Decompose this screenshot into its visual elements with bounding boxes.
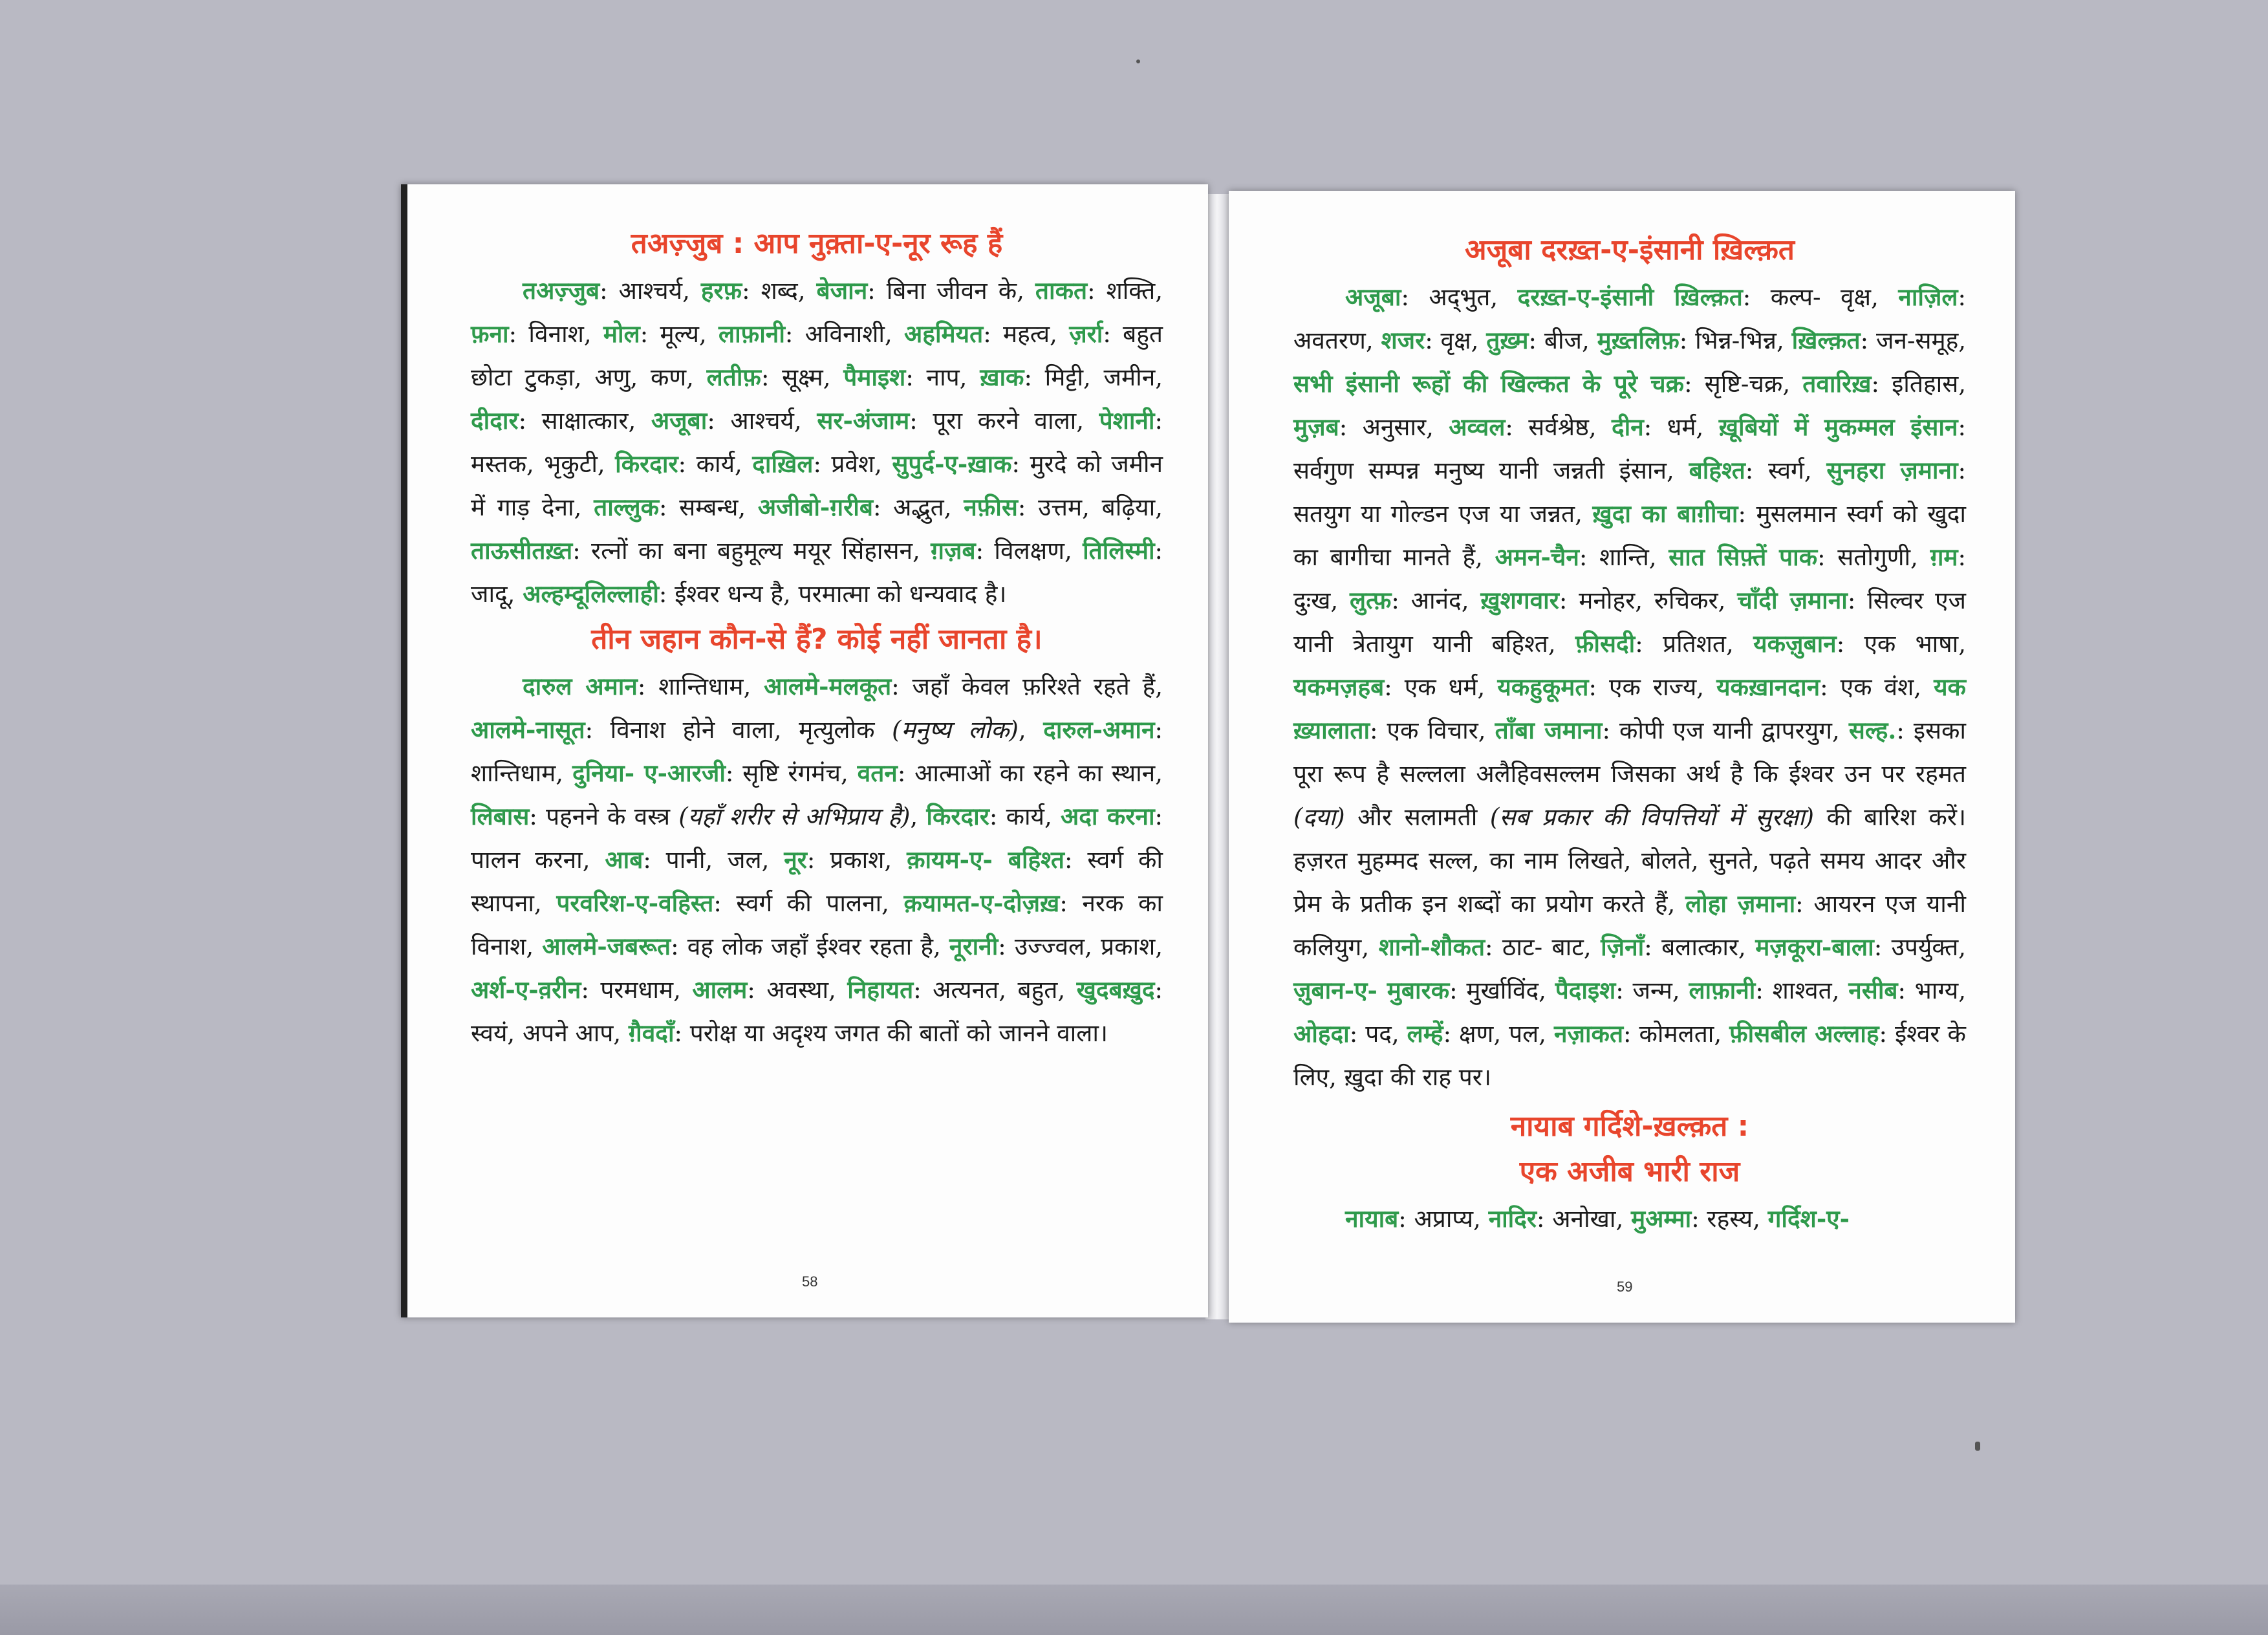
definition-text: : एक भाषा, [1836, 630, 1966, 658]
definition-text: : बिना जीवन के, [867, 277, 1035, 305]
glossary-term: तिलिस्मी [1083, 536, 1155, 565]
definition-text: : अनोखा, [1537, 1205, 1632, 1233]
glossary-term: ज़र्रा [1069, 319, 1103, 348]
definition-text: : मस्तक, भृकुटी, [471, 407, 1163, 478]
glossary-term: पेशानी [1099, 406, 1155, 435]
definition-text: : महत्व, [983, 320, 1070, 348]
right-paragraph-1 [1293, 276, 1966, 1099]
definition-text: : बलात्कार, [1644, 933, 1756, 961]
left-paragraph-2 [471, 665, 1163, 1055]
definition-text: : शाश्वत, [1755, 977, 1849, 1004]
glossary-term: ग़ज़ब [931, 536, 976, 565]
glossary-term: निहायत [847, 975, 914, 1004]
glossary-term: वतन [857, 759, 898, 787]
glossary-term: दीन [1612, 413, 1644, 441]
definition-text: : सर्वगुण सम्पन्न मनुष्य यानी जन्नती इंसान, [1293, 413, 1967, 484]
definition-text: : परोक्ष या अदृश्य जगत की बातों को जानने वाला। [674, 1019, 1108, 1047]
glossary-term: नूर [784, 845, 807, 874]
definition-text: : स्वयं, अपने आप, [471, 976, 1163, 1047]
definition-text: : रहस्य, [1691, 1205, 1768, 1233]
glossary-term: परवरिश-ए-वहिस्त [556, 889, 714, 917]
left-page-subtitle: तीन जहान कौन-से हैं? कोई नहीं जानता है। [591, 623, 1042, 656]
definition-text: : कार्य, [989, 803, 1061, 830]
right-paragraph-2 [1293, 1197, 1966, 1240]
glossary-term: ताकत [1035, 276, 1088, 305]
definition-text: : एक वंश, [1820, 673, 1934, 701]
definition-text: : एक विचार, [1370, 717, 1495, 744]
definition-text: : आश्चर्य, [599, 277, 701, 305]
definition-text: : नाप, [905, 363, 980, 391]
definition-text: : ईश्वर के लिए, ख़ुदा की राह पर। [1293, 1020, 1966, 1091]
glossary-term: हरफ़ [700, 276, 742, 305]
glossary-term: क़यामत-ए-दोज़ख़ [903, 889, 1060, 917]
definition-text: : सर्वश्रेष्ठ, [1505, 413, 1612, 441]
definition-text: : प्रतिशत, [1635, 630, 1754, 658]
italic-note: (यहाँ शरीर से अभिप्राय है) [678, 803, 911, 830]
definition-text: : उज्ज्वल, प्रकाश, [998, 933, 1163, 960]
definition-text: : अत्यनत, बहुत, [913, 976, 1077, 1004]
definition-text: : स्वर्ग की स्थापना, [471, 846, 1163, 917]
glossary-term: ताऊसीतख़्त [471, 536, 573, 565]
glossary-term: ज़िनाँ [1601, 933, 1645, 961]
italic-note: (दया) [1293, 803, 1345, 831]
glossary-term: अजीबो-ग़रीब [757, 493, 873, 521]
glossary-term: लोहा ज़माना [1685, 889, 1796, 918]
glossary-term: आलमे-जबरूत [542, 932, 671, 960]
definition-text: : बहुत छोटा टुकड़ा, अणु, कण, [471, 320, 1163, 391]
glossary-term: ग़म [1930, 543, 1958, 571]
definition-text: : आश्चर्य, [707, 407, 817, 435]
glossary-term: अमन-चैन [1495, 543, 1579, 571]
definition-text: : विलक्षण, [975, 537, 1083, 565]
definition-text: : कोमलता, [1623, 1020, 1730, 1048]
glossary-term: लतीफ़ [706, 363, 761, 391]
definition-text: : सूक्ष्म, [761, 363, 844, 391]
glossary-term: सुनहरा ज़माना [1826, 456, 1958, 484]
glossary-term: मुज़ब [1293, 413, 1339, 441]
glossary-term: तवारिख़ [1802, 369, 1872, 398]
glossary-term: ओहदा [1293, 1019, 1350, 1048]
glossary-term: अव्वल [1449, 413, 1506, 441]
definition-text: : इतिहास, [1871, 370, 1966, 398]
definition-text: : आयरन एज यानी कलियुग, [1293, 890, 1966, 961]
definition-text: : वृक्ष, [1425, 327, 1487, 354]
definition-text: : ठाट- बाट, [1485, 933, 1601, 961]
glossary-term: शजर [1381, 326, 1425, 354]
italic-note: (मनुष्य लोक) [892, 716, 1019, 744]
glossary-term: लाफ़ानी [1689, 976, 1756, 1004]
definition-text: : शक्ति, [1087, 277, 1163, 305]
left-paragraph-1 [471, 269, 1163, 616]
glossary-term: मुअम्मा [1631, 1204, 1692, 1233]
definition-text: : स्वर्ग की पालना, [713, 889, 904, 917]
glossary-term: पैदाइश [1555, 976, 1616, 1004]
book-gutter [1205, 194, 1231, 1319]
glossary-term: अर्श-ए-व़रीन [471, 975, 581, 1004]
glossary-term: लाफ़ानी [718, 319, 785, 348]
glossary-term: बेजान [816, 276, 868, 305]
glossary-term: सुपुर्द-ए-ख़ाक [892, 449, 1012, 478]
left-page-title: तअज़्जुब : आप नुक़्ता-ए-नूर रूह हैं [631, 227, 1003, 260]
right-page [1229, 191, 2015, 1323]
definition-text: : पूरा करने वाला, [909, 407, 1099, 435]
page-number: 58 [802, 1273, 818, 1290]
glossary-term: ताँबा जमाना [1495, 716, 1603, 744]
glossary-term: किरदार [926, 802, 989, 830]
definition-text: : नरक का विनाश, [471, 889, 1163, 960]
scan-speck [1975, 1442, 1980, 1451]
glossary-term: यकहुकूमत [1497, 673, 1589, 701]
glossary-term: ज़ुबान-ए- मुबारक [1293, 976, 1450, 1004]
definition-text: : अद्भुत, [872, 493, 964, 521]
definition-text: : सिल्वर एज यानी त्रेतायुग यानी बहिश्त, [1293, 587, 1966, 658]
glossary-term: नादिर [1488, 1204, 1537, 1233]
scanner-bed-edge [0, 1585, 2268, 1635]
glossary-term: शानो-शौकत [1378, 933, 1485, 961]
definition-text: : मनोहर, रुचिकर, [1559, 587, 1738, 614]
definition-text: : ईश्वर धन्य है, परमात्मा को धन्यवाद है। [658, 580, 1007, 608]
definition-text: : मुरदे को जमीन में गाड़ देना, [471, 450, 1163, 521]
glossary-term: चाँदी ज़माना [1737, 586, 1848, 614]
glossary-term: नायाब [1345, 1204, 1399, 1233]
definition-text: , [910, 803, 927, 830]
glossary-term: आलम [692, 975, 748, 1004]
definition-text: : पहनने के वस्त्र [529, 803, 679, 830]
definition-text: : पानी, जल, [643, 846, 784, 874]
glossary-term: लिबास [471, 802, 530, 830]
right-page-text [1293, 226, 1966, 1240]
definition-text: : मूल्य, [640, 320, 719, 348]
glossary-term: अजूबा [651, 406, 707, 435]
scan-speck [1136, 60, 1140, 63]
definition-text: : मुसलमान स्वर्ग को खुदा का बागीचा मानते हैं, [1293, 500, 1966, 571]
definition-text: : अनुसार, [1339, 413, 1449, 441]
glossary-term: नज़ाकत [1553, 1019, 1624, 1048]
glossary-term: दीदार [471, 406, 519, 435]
definition-text: : जादू, [471, 537, 1163, 608]
definition-text: : धर्म, [1643, 413, 1719, 441]
glossary-term: ग़ैवदाँ [628, 1019, 675, 1047]
definition-text: : पद, [1349, 1020, 1407, 1048]
definition-text: : अविनाशी, [784, 320, 905, 348]
glossary-term: यक ख़्यालाता [1293, 673, 1966, 744]
definition-text: : दुःख, [1293, 543, 1966, 614]
glossary-term: यकख़ानदान [1716, 673, 1820, 701]
definition-text: : प्रवेश, [813, 450, 892, 478]
definition-text: : सतोगुणी, [1817, 543, 1930, 571]
glossary-term: नसीब [1848, 976, 1898, 1004]
definition-text: : शान्ति, [1579, 543, 1669, 571]
definition-text: : आनंद, [1391, 587, 1481, 614]
definition-text: : आत्माओं का रहने का स्थान, [897, 759, 1163, 787]
glossary-term: लुत्फ़ [1350, 586, 1392, 614]
page-number: 59 [1617, 1279, 1633, 1295]
right-page-subtitle-line1: नायाब गर्दिशे-ख़ल्क़त : [1510, 1110, 1749, 1143]
glossary-term: मोल [603, 319, 640, 348]
glossary-term: आलमे-मलकूत [764, 672, 892, 700]
definition-text: : बीज, [1528, 327, 1597, 354]
definition-text: : उत्तम, बढ़िया, [1017, 493, 1163, 521]
left-page [401, 184, 1208, 1317]
glossary-term: गर्दिश-ए- [1767, 1204, 1850, 1233]
definition-text: : रत्नों का बना बहुमूल्य मयूर सिंहासन, [572, 537, 931, 565]
glossary-term: ख़ुशगवार [1480, 586, 1559, 614]
italic-note: (सब प्रकार की विपत्तियों में सुरक्षा) [1489, 803, 1814, 831]
definition-text: : वह लोक जहाँ ईश्वर रहता है, [671, 933, 949, 960]
definition-text: : अवतरण, [1293, 283, 1966, 354]
definition-text: : कार्य, [678, 450, 753, 478]
glossary-term: दारुल अमान [523, 672, 638, 700]
definition-text: : जहाँ केवल फ़रिश्ते रहते हैं, [891, 673, 1163, 700]
definition-text: : भाग्य, [1897, 977, 1966, 1004]
definition-text: : शब्द, [742, 277, 817, 305]
definition-text: : अद्‌भुत, [1401, 283, 1518, 311]
definition-text: : इसका पूरा रूप है सल्लला अलैहिवसल्लम जिसका अर्थ है कि ईश्वर उन पर रहमत [1293, 717, 1966, 788]
glossary-term: अहमियत [904, 319, 984, 348]
definition-text: और सलामती [1345, 803, 1490, 831]
glossary-term: बहिश्त [1689, 456, 1745, 484]
glossary-term: फ़ीसबील अल्लाह [1729, 1019, 1879, 1048]
definition-text: : उपर्युक्त, [1874, 933, 1967, 961]
definition-text: : जन्म, [1615, 977, 1689, 1004]
glossary-term: ख़ाक [980, 363, 1024, 391]
definition-text: : मिट्टी, जमीन, [1024, 363, 1163, 391]
glossary-term: दारुल-अमान [1043, 715, 1155, 744]
glossary-term: सभी इंसानी रूहों की खिल्कत के पूरे चक्र [1293, 369, 1685, 398]
definition-text: : सम्बन्ध, [659, 493, 758, 521]
glossary-term: खुदबख़ुद [1076, 975, 1155, 1004]
definition-text: : परमधाम, [581, 976, 693, 1004]
glossary-term: दुनिया- ए-आरजी [572, 759, 726, 787]
glossary-term: आलमे-नासूत [471, 715, 585, 744]
definition-text: : विनाश, [508, 320, 603, 348]
glossary-term: यकमज़हब [1293, 673, 1385, 701]
glossary-term: मुख़्तलिफ़ [1597, 326, 1679, 354]
definition-text: : विनाश होने वाला, मृत्युलोक [585, 716, 892, 744]
glossary-term: अल्हम्दूलिल्लाही [523, 579, 659, 608]
definition-text: : शान्तिधाम, [471, 716, 1163, 787]
glossary-term: ख़ुदा का बाग़ीचा [1592, 499, 1738, 528]
glossary-term: सात सिफ़्तें पाक [1669, 543, 1818, 571]
definition-text: : भिन्न-भिन्न, [1679, 327, 1792, 354]
definition-text: : सतयुग या गोल्डन एज या जन्नत, [1293, 457, 1967, 528]
definition-text: , [1018, 716, 1044, 744]
definition-text: : मुर्खाविंद, [1449, 977, 1555, 1004]
glossary-term: यकज़ुबान [1753, 629, 1837, 658]
glossary-term: सल्ह. [1848, 716, 1897, 744]
glossary-term: ख़ूबियों में मुकम्मल इंसान [1718, 413, 1958, 441]
definition-text: : अप्राप्य, [1398, 1205, 1489, 1233]
glossary-term: लम्हें [1407, 1019, 1443, 1048]
glossary-term: नाज़िल [1898, 283, 1958, 311]
definition-text: : कोपी एज यानी द्वापरयुग, [1602, 717, 1849, 744]
definition-text: : क्षण, पल, [1443, 1020, 1554, 1048]
left-page-text [471, 220, 1163, 1055]
definition-text: : कल्प- वृक्ष, [1742, 283, 1899, 311]
glossary-term: दरख़्त-ए-इंसानी ख़िल्क़त [1517, 283, 1743, 311]
glossary-term: अजूबा [1345, 283, 1401, 311]
glossary-term: अदा करना [1061, 802, 1155, 830]
definition-text: : प्रकाश, [806, 846, 907, 874]
glossary-term: फ़ीसदी [1575, 629, 1636, 658]
glossary-term: मज़कूरा-बाला [1755, 933, 1874, 961]
definition-text: : पालन करना, [471, 803, 1163, 874]
glossary-term: नफ़ीस [964, 493, 1018, 521]
right-page-subtitle-line2: एक अजीब भारी राज [1519, 1155, 1740, 1188]
glossary-term: नूरानी [949, 932, 999, 960]
glossary-term: तुख़्म [1486, 326, 1529, 354]
glossary-term: ताल्लुक [594, 493, 659, 521]
glossary-term: दाख़िल [752, 449, 814, 478]
definition-text: : एक राज्य, [1588, 673, 1717, 701]
glossary-term: पैमाइश [843, 363, 906, 391]
definition-text: : सृष्टि-चक्र, [1684, 370, 1803, 398]
glossary-term: क़ायम-ए- बहिश्त [907, 845, 1064, 874]
definition-text: : सृष्टि रंगमंच, [725, 759, 858, 787]
definition-text: की बारिश करें। हज़रत मुहम्मद सल्ल, का नाम लिखते, बोलते, सुनते, पढ़ते समय आदर और प्रेम के प्रतीक इन शब्दों का प्रयोग करते हैं, [1293, 803, 1966, 918]
glossary-term: आब [605, 845, 643, 874]
right-page-title: अजूबा दरख़्त-ए-इंसानी ख़िल्क़त [1465, 233, 1795, 266]
definition-text: : साक्षात्कार, [518, 407, 651, 435]
glossary-term: किरदार [615, 449, 678, 478]
glossary-term: सर-अंजाम [817, 406, 910, 435]
definition-text: : जन-समूह, [1860, 327, 1966, 354]
definition-text: : अवस्था, [747, 976, 848, 1004]
glossary-term: ख़िल्क़त [1791, 326, 1861, 354]
definition-text: : स्वर्ग, [1745, 457, 1827, 484]
glossary-term: तअज़्जुब [523, 276, 600, 305]
definition-text: : शान्तिधाम, [637, 673, 764, 700]
glossary-term: फ़ना [471, 319, 509, 348]
definition-text: : एक धर्म, [1384, 673, 1498, 701]
